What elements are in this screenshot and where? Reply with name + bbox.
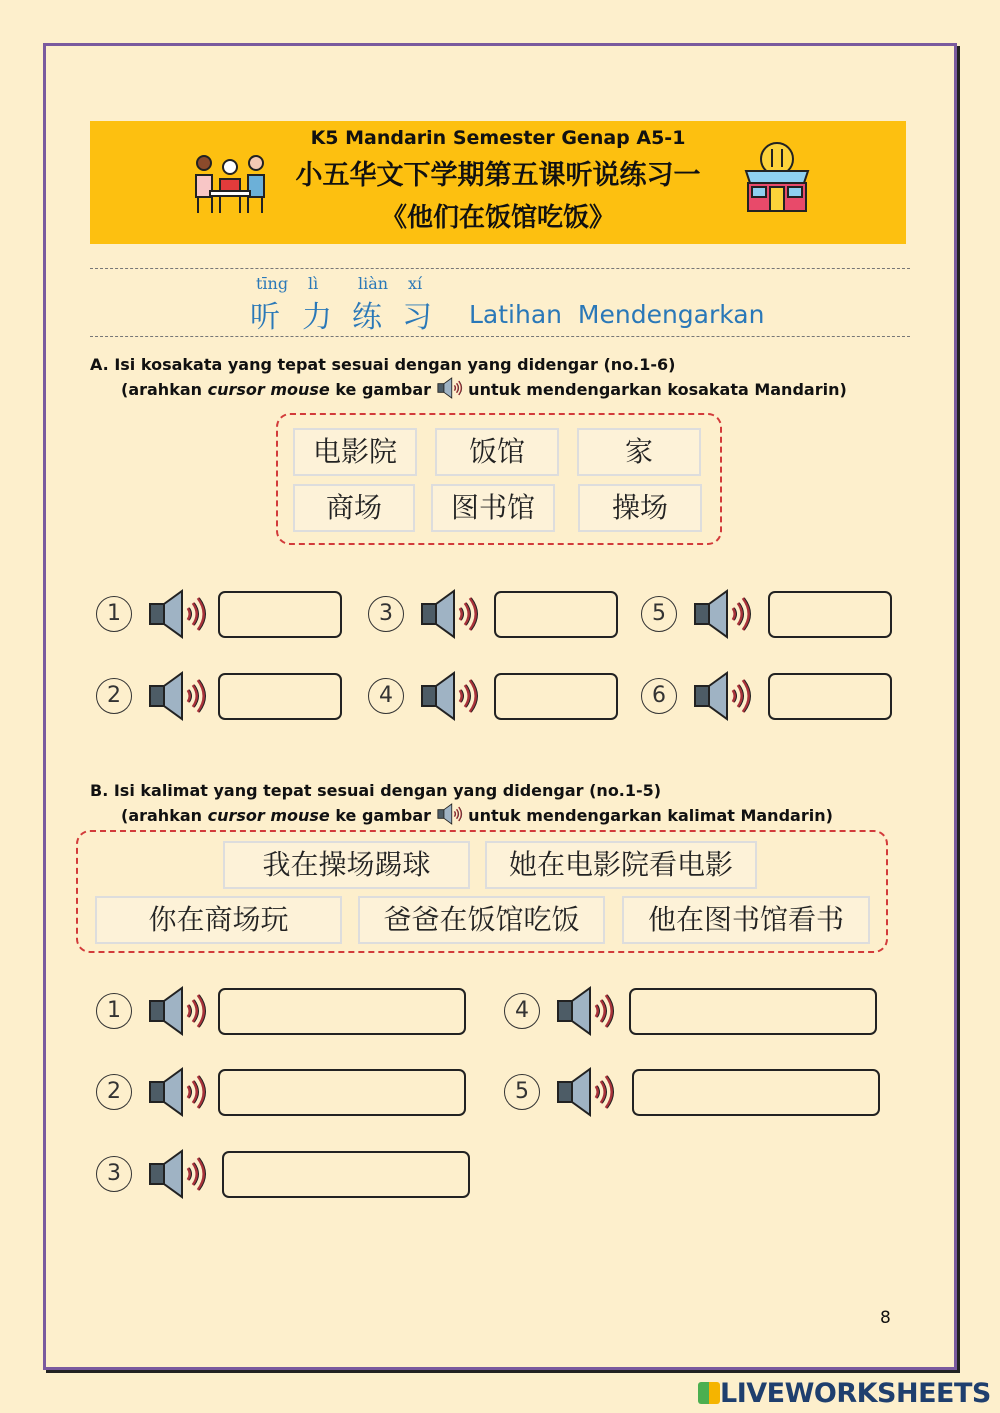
word-bank-b-item[interactable]: 你在商场玩 <box>95 896 342 944</box>
liveworksheets-logo <box>698 1378 991 1409</box>
restaurant-icon <box>742 141 812 213</box>
header-banner <box>90 121 906 244</box>
title-cn: 小五华文下学期第五课听说练习一 <box>295 160 701 191</box>
speaker-icon[interactable] <box>148 671 208 725</box>
pinyin: liàn <box>358 274 389 293</box>
answer-input[interactable] <box>768 673 892 720</box>
speaker-icon[interactable] <box>420 671 480 725</box>
answer-input[interactable] <box>218 1069 466 1116</box>
hint-text: ke gambar <box>329 380 437 399</box>
word-bank-b-item[interactable]: 他在图书馆看书 <box>622 896 870 944</box>
item-number: 4 <box>368 678 404 714</box>
item-number: 4 <box>504 993 540 1029</box>
hint-text: untuk mendengarkan kalimat Mandarin) <box>462 806 833 825</box>
page-number: 8 <box>880 1308 891 1328</box>
word-bank-b-item[interactable]: 爸爸在饭馆吃饭 <box>358 896 605 944</box>
hint-emphasis: cursor mouse <box>207 806 330 825</box>
item-number: 1 <box>96 596 132 632</box>
hint-text: untuk mendengarkan kosakata Mandarin) <box>462 380 847 399</box>
item-number: 2 <box>96 1074 132 1110</box>
subtitle: K5 Mandarin Semester Genap A5-1 <box>310 127 686 149</box>
hanzi: 练 <box>352 300 382 335</box>
word-bank-a-item[interactable]: 家 <box>577 428 701 476</box>
hint-emphasis: cursor mouse <box>207 380 330 399</box>
word-bank-b-item[interactable]: 我在操场踢球 <box>223 841 470 889</box>
speaker-icon <box>437 810 463 829</box>
section-title-malay: Latihan Mendengarkan <box>469 300 765 329</box>
answer-input[interactable] <box>222 1151 470 1198</box>
item-number: 1 <box>96 993 132 1029</box>
pinyin: tīng <box>256 274 289 293</box>
item-number: 5 <box>641 596 677 632</box>
divider <box>90 336 910 337</box>
answer-input[interactable] <box>494 591 618 638</box>
section-a-instructions <box>90 353 847 406</box>
item-number: 3 <box>368 596 404 632</box>
word-bank-a-item[interactable]: 操场 <box>578 484 702 532</box>
answer-input[interactable] <box>494 673 618 720</box>
word-bank-a-item[interactable]: 电影院 <box>293 428 417 476</box>
logo-text: LIVEWORKSHEETS <box>720 1378 991 1409</box>
speaker-icon[interactable] <box>148 1067 208 1121</box>
speaker-icon[interactable] <box>556 1067 616 1121</box>
word-bank-b-item[interactable]: 她在电影院看电影 <box>485 841 757 889</box>
answer-input[interactable] <box>218 988 466 1035</box>
item-number: 5 <box>504 1074 540 1110</box>
word-bank-a-item[interactable]: 饭馆 <box>435 428 559 476</box>
hint-text: (arahkan <box>121 380 208 399</box>
answer-input[interactable] <box>768 591 892 638</box>
item-number: 2 <box>96 678 132 714</box>
answer-input[interactable] <box>632 1069 880 1116</box>
speaker-icon[interactable] <box>556 986 616 1040</box>
speaker-icon[interactable] <box>148 986 208 1040</box>
speaker-icon[interactable] <box>148 1149 208 1203</box>
answer-input[interactable] <box>218 673 342 720</box>
lesson-title: 《他们在饭馆吃饭》 <box>380 203 615 233</box>
divider <box>90 268 910 269</box>
speaker-icon[interactable] <box>693 671 753 725</box>
answer-input[interactable] <box>218 591 342 638</box>
speaker-icon[interactable] <box>420 589 480 643</box>
word-bank-a-item[interactable]: 图书馆 <box>431 484 555 532</box>
hanzi: 习 <box>402 300 432 335</box>
section-title <box>250 274 770 334</box>
item-number: 6 <box>641 678 677 714</box>
hint-text: (arahkan <box>121 806 208 825</box>
speaker-icon[interactable] <box>148 589 208 643</box>
speaker-icon[interactable] <box>693 589 753 643</box>
hanzi: 听 <box>250 300 280 335</box>
section-a-title: A. Isi kosakata yang tepat sesuai dengan yang didengar (no.1-6) <box>90 355 676 374</box>
section-b-title: B. Isi kalimat yang tepat sesuai dengan yang didengar (no.1-5) <box>90 781 662 800</box>
hanzi: 力 <box>302 300 332 335</box>
hint-text: ke gambar <box>329 806 437 825</box>
diners-icon <box>192 151 268 215</box>
word-bank-a-item[interactable]: 商场 <box>293 484 415 532</box>
speaker-icon <box>437 384 463 403</box>
section-b-instructions <box>90 779 833 832</box>
pinyin: xí <box>408 274 423 293</box>
item-number: 3 <box>96 1156 132 1192</box>
pinyin: lì <box>308 274 319 293</box>
answer-input[interactable] <box>629 988 877 1035</box>
